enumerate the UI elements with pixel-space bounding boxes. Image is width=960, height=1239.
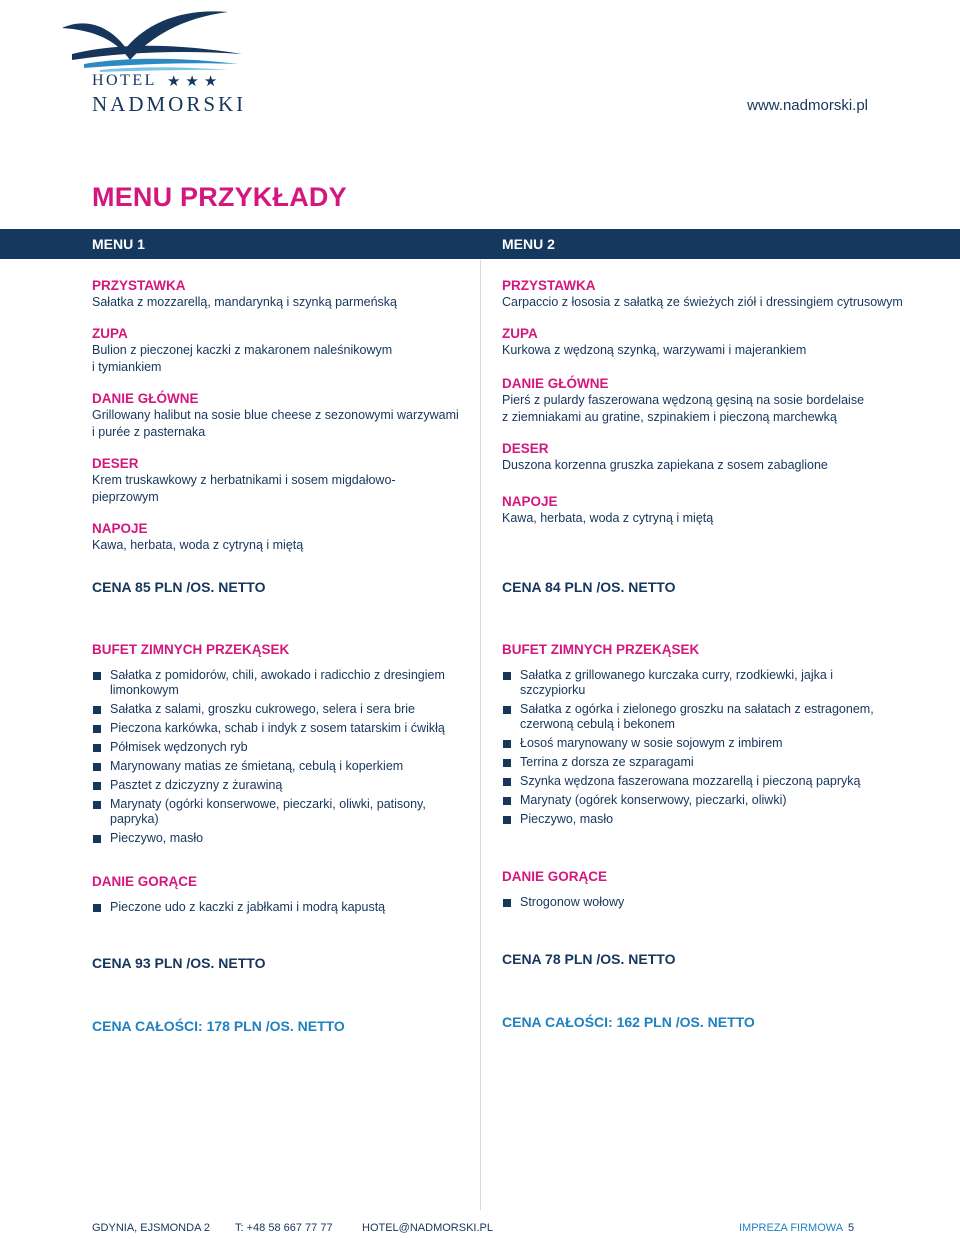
list-item: Marynowany matias ze śmietaną, cebulą i koperkiem: [92, 759, 462, 774]
rating-stars: ★★★: [166, 73, 223, 90]
course-section: [502, 441, 922, 474]
square-bullet-icon: [93, 835, 101, 843]
list-item: Pieczywo, masło: [502, 812, 887, 827]
footer-email-link[interactable]: HOTEL@NADMORSKI.PL: [362, 1222, 493, 1234]
course-text: Carpaccio z łososia z sałatką ze świeżych ziół i dressingiem cytrusowym: [502, 295, 903, 309]
footer-phone: T: +48 58 667 77 77: [235, 1222, 333, 1234]
list-item: Pieczywo, masło: [92, 831, 462, 846]
list-item: Sałatka z pomidorów, chili, awokado i radicchio z dresingiem limonkowym: [92, 668, 462, 698]
square-bullet-icon: [93, 672, 101, 680]
list-item: Łosoś marynowany w sosie sojowym z imbirem: [502, 736, 887, 751]
hot-dish-heading: DANIE GORĄCE: [92, 874, 198, 889]
square-bullet-icon: [93, 744, 101, 752]
square-bullet-icon: [503, 759, 511, 767]
menu1-price: CENA 85 PLN /OS. NETTO: [92, 579, 266, 595]
buffet-heading: BUFET ZIMNYCH PRZEKĄSEK: [92, 642, 290, 657]
hotel-word: HOTEL: [92, 72, 157, 89]
menu2-courses: [502, 278, 922, 542]
square-bullet-icon: [503, 672, 511, 680]
hot-dish-list: [502, 895, 877, 910]
hotel-logo: [60, 6, 260, 118]
list-item: Terrina z dorsza ze szparagami: [502, 755, 887, 770]
footer-section-label: IMPREZA FIRMOWA: [739, 1222, 844, 1234]
course-section: [502, 326, 922, 359]
square-bullet-icon: [93, 763, 101, 771]
course-text: i purée z pasternaka: [92, 425, 206, 439]
list-item: Marynaty (ogórek konserwowy, pieczarki, oliwki): [502, 793, 887, 808]
square-bullet-icon: [503, 778, 511, 786]
menu1-hot-dish: [92, 874, 467, 919]
buffet-list: [502, 668, 887, 827]
list-item: Półmisek wędzonych ryb: [92, 740, 462, 755]
column-divider: [480, 260, 481, 1210]
menu2-buffet: [502, 642, 887, 831]
list-item: Sałatka z ogórka i zielonego groszku na sałatach z estragonem, czerwoną cebulą i bekonem: [502, 702, 887, 732]
menu-header-bar: [0, 229, 960, 259]
course-text: i tymiankiem: [92, 360, 162, 374]
menu1-total-price: CENA CAŁOŚCI: 178 PLN /OS. NETTO: [92, 1018, 345, 1034]
menu2-title: MENU 2: [502, 236, 555, 252]
course-heading: ZUPA: [502, 326, 538, 341]
course-section: [502, 494, 922, 527]
course-heading: NAPOJE: [92, 521, 148, 536]
list-item: Pasztet z dziczyzny z żurawiną: [92, 778, 462, 793]
course-heading: PRZYSTAWKA: [92, 278, 186, 293]
menu2-total-price: CENA CAŁOŚCI: 162 PLN /OS. NETTO: [502, 1014, 755, 1030]
course-section: [502, 278, 922, 311]
menu1-buffet: [92, 642, 462, 850]
website-link[interactable]: www.nadmorski.pl: [747, 97, 868, 114]
square-bullet-icon: [503, 740, 511, 748]
course-text: Pierś z pulardy faszerowana wędzoną gęsiną na sosie bordelaise: [502, 393, 865, 407]
seagull-logo-icon: [60, 6, 260, 72]
course-section: [92, 391, 467, 441]
menu2-buffet-price: CENA 78 PLN /OS. NETTO: [502, 951, 676, 967]
square-bullet-icon: [93, 801, 101, 809]
course-text: pieprzowym: [92, 490, 159, 504]
hot-dish-heading: DANIE GORĄCE: [502, 869, 608, 884]
course-section: [92, 521, 467, 554]
square-bullet-icon: [93, 725, 101, 733]
list-item: Pieczona karkówka, schab i indyk z sosem tatarskim i ćwikłą: [92, 721, 462, 736]
list-item: Strogonow wołowy: [502, 895, 877, 910]
square-bullet-icon: [93, 706, 101, 714]
list-item: Pieczone udo z kaczki z jabłkami i modrą kapustą: [92, 900, 467, 915]
buffet-list: [92, 668, 462, 846]
course-heading: DESER: [502, 441, 549, 456]
course-section: [92, 456, 467, 506]
course-heading: PRZYSTAWKA: [502, 278, 596, 293]
course-heading: DANIE GŁÓWNE: [502, 376, 609, 391]
course-text: Kawa, herbata, woda z cytryną i miętą: [92, 538, 304, 552]
list-item: Sałatka z grillowanego kurczaka curry, rzodkiewki, jajka i szczypiorku: [502, 668, 887, 698]
course-text: Bulion z pieczonej kaczki z makaronem naleśnikowym: [92, 343, 393, 357]
course-section: [92, 326, 467, 376]
buffet-heading: BUFET ZIMNYCH PRZEKĄSEK: [502, 642, 700, 657]
course-text: Duszona korzenna gruszka zapiekana z sosem zabaglione: [502, 458, 828, 472]
hot-dish-list: [92, 900, 467, 915]
course-section: [92, 278, 467, 311]
list-item: Szynka wędzona faszerowana mozzarellą i pieczoną papryką: [502, 774, 887, 789]
list-item: Sałatka z salami, groszku cukrowego, selera i sera brie: [92, 702, 462, 717]
course-text: Krem truskawkowy z herbatnikami i sosem migdałowo-: [92, 473, 396, 487]
course-text: Kawa, herbata, woda z cytryną i miętą: [502, 511, 714, 525]
page-title: MENU PRZYKŁADY: [92, 182, 347, 212]
list-item: Marynaty (ogórki konserwowe, pieczarki, oliwki, patisony, papryka): [92, 797, 462, 827]
course-heading: DANIE GŁÓWNE: [92, 391, 199, 406]
footer-address: GDYNIA, EJSMONDA 2: [92, 1222, 210, 1234]
menu2-price: CENA 84 PLN /OS. NETTO: [502, 579, 676, 595]
menu1-title: MENU 1: [92, 236, 145, 252]
square-bullet-icon: [503, 797, 511, 805]
course-heading: NAPOJE: [502, 494, 558, 509]
course-text: Kurkowa z wędzoną szynką, warzywami i majerankiem: [502, 343, 807, 357]
square-bullet-icon: [93, 904, 101, 912]
brand-name: NADMORSKI: [92, 92, 247, 116]
square-bullet-icon: [503, 899, 511, 907]
course-text: z ziemniakami au gratine, szpinakiem i pieczoną marchewką: [502, 410, 837, 424]
course-section: [502, 376, 922, 426]
menu2-hot-dish: [502, 869, 877, 914]
square-bullet-icon: [503, 816, 511, 824]
page-number: 5: [848, 1222, 855, 1234]
course-text: Sałatka z mozzarellą, mandarynką i szynką parmeńską: [92, 295, 397, 309]
square-bullet-icon: [503, 706, 511, 714]
course-heading: ZUPA: [92, 326, 128, 341]
course-heading: DESER: [92, 456, 139, 471]
menu1-buffet-price: CENA 93 PLN /OS. NETTO: [92, 955, 266, 971]
square-bullet-icon: [93, 782, 101, 790]
course-text: Grillowany halibut na sosie blue cheese z sezonowymi warzywami: [92, 408, 459, 422]
menu1-courses: [92, 278, 467, 569]
